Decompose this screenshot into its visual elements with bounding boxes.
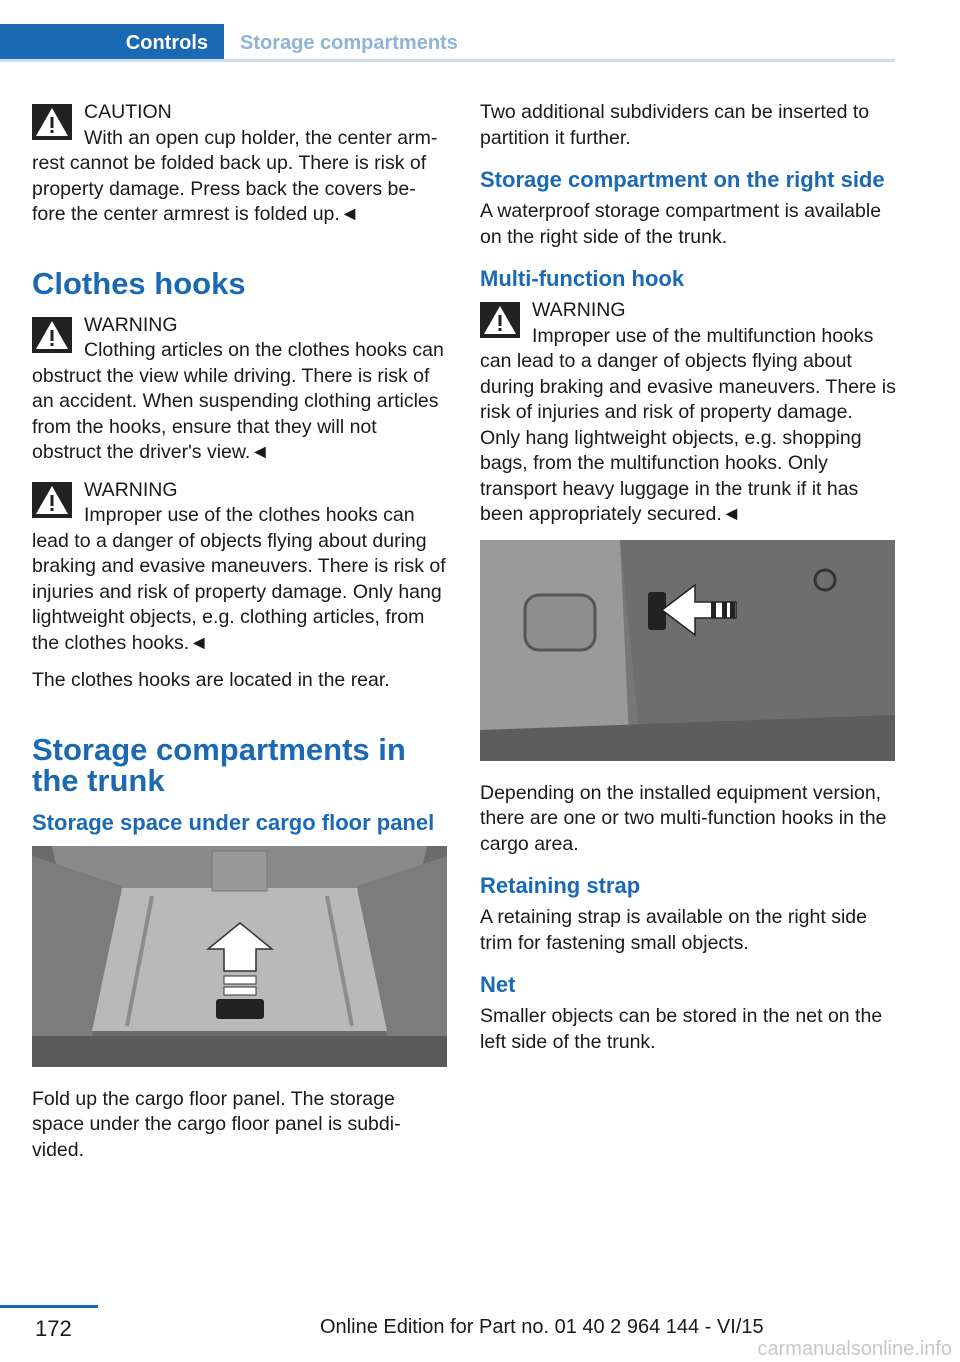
warning-text: Improper use of the clothes hooks can lead to a danger of objects flying about during braking and evasive maneuvers. There is risk of injuries and risk of property damage. Only hang lightweight objects, e.g. clothing articles, from the clothes hooks.◄ [32, 504, 446, 654]
caution-notice [32, 100, 448, 228]
warning-triangle-icon [32, 104, 72, 140]
multi-function-hook-illustration [480, 540, 895, 761]
section-label: Controls [125, 31, 208, 54]
warning-notice [480, 298, 896, 528]
warning-label: WARNING [532, 299, 626, 321]
left-column [32, 100, 448, 1175]
footer-rule [0, 1305, 98, 1308]
caution-label: CAUTION [84, 101, 172, 123]
net-text: Smaller objects can be stored in the net on the left side of the trunk. [480, 1005, 883, 1053]
hook-caption: Depending on the installed equipment version, there are one or two multi-function hooks in the cargo area. [480, 781, 887, 855]
heading-net: Net [480, 972, 516, 997]
header-rule [0, 59, 895, 62]
warning-text: Clothing articles on the clothes hooks can obstruct the view while driving. There is risk of an accident. When suspending clothing articles from the hooks, ensure that they will not obstruct the driver's view.◄ [32, 339, 444, 463]
heading-multi-function-hook: Multi-function hook [480, 266, 685, 291]
watermark: carmanualsonline.info [757, 1338, 952, 1360]
page-number: 172 [35, 1316, 72, 1341]
warning-notice [32, 478, 448, 657]
retaining-strap-text: A retaining strap is available on the right side trim for fastening small objects. [480, 906, 867, 954]
warning-label: WARNING [84, 478, 178, 501]
cargo-floor-illustration [32, 846, 447, 1067]
heading-retaining-strap: Retaining strap [480, 873, 641, 898]
edition-note: Online Edition for Part no. 01 40 2 964 144 - VI/15 [320, 1316, 764, 1338]
caution-text: With an open cup holder, the center arm-rest cannot be folded back up. There is risk of property damage. Press back the covers be-fore the center armrest is folded up.◄ [32, 126, 438, 225]
warning-triangle-icon [32, 482, 72, 518]
right-column [480, 100, 896, 1067]
warning-label: WARNING [84, 313, 178, 336]
subsection-label: Storage compartments [240, 31, 458, 54]
heading-right-side: Storage compartment on the right side [480, 167, 885, 192]
subdividers-text: Two additional subdividers can be inserted to partition it further. [480, 101, 870, 149]
heading-trunk-storage: Storage compartments in the trunk [32, 731, 406, 798]
section-tab [0, 24, 224, 62]
subheading-cargo-floor: Storage space under cargo floor panel [32, 809, 435, 835]
right-side-text: A waterproof storage compartment is available on the right side of the trunk. [480, 200, 882, 248]
heading-clothes-hooks: Clothes hooks [32, 265, 246, 301]
warning-notice [32, 313, 448, 466]
warning-triangle-icon [480, 302, 520, 338]
clothes-hooks-location: The clothes hooks are located in the rear. [32, 669, 390, 691]
warning-text: Improper use of the multifunction hooks can lead to a danger of objects flying about during braking and evasive maneuvers. There is risk of injuries and risk of property damage. Only hang lightweight objects, e.g. shopping bags, from the multifunction hooks. Only transport heavy luggage in the trunk if it has been appropriately secured.◄ [480, 324, 896, 525]
cargo-floor-caption: Fold up the cargo floor panel. The storage space under the cargo floor panel is subdi-vided. [32, 1087, 401, 1161]
subsection-tab [240, 24, 458, 62]
warning-triangle-icon [32, 317, 72, 353]
